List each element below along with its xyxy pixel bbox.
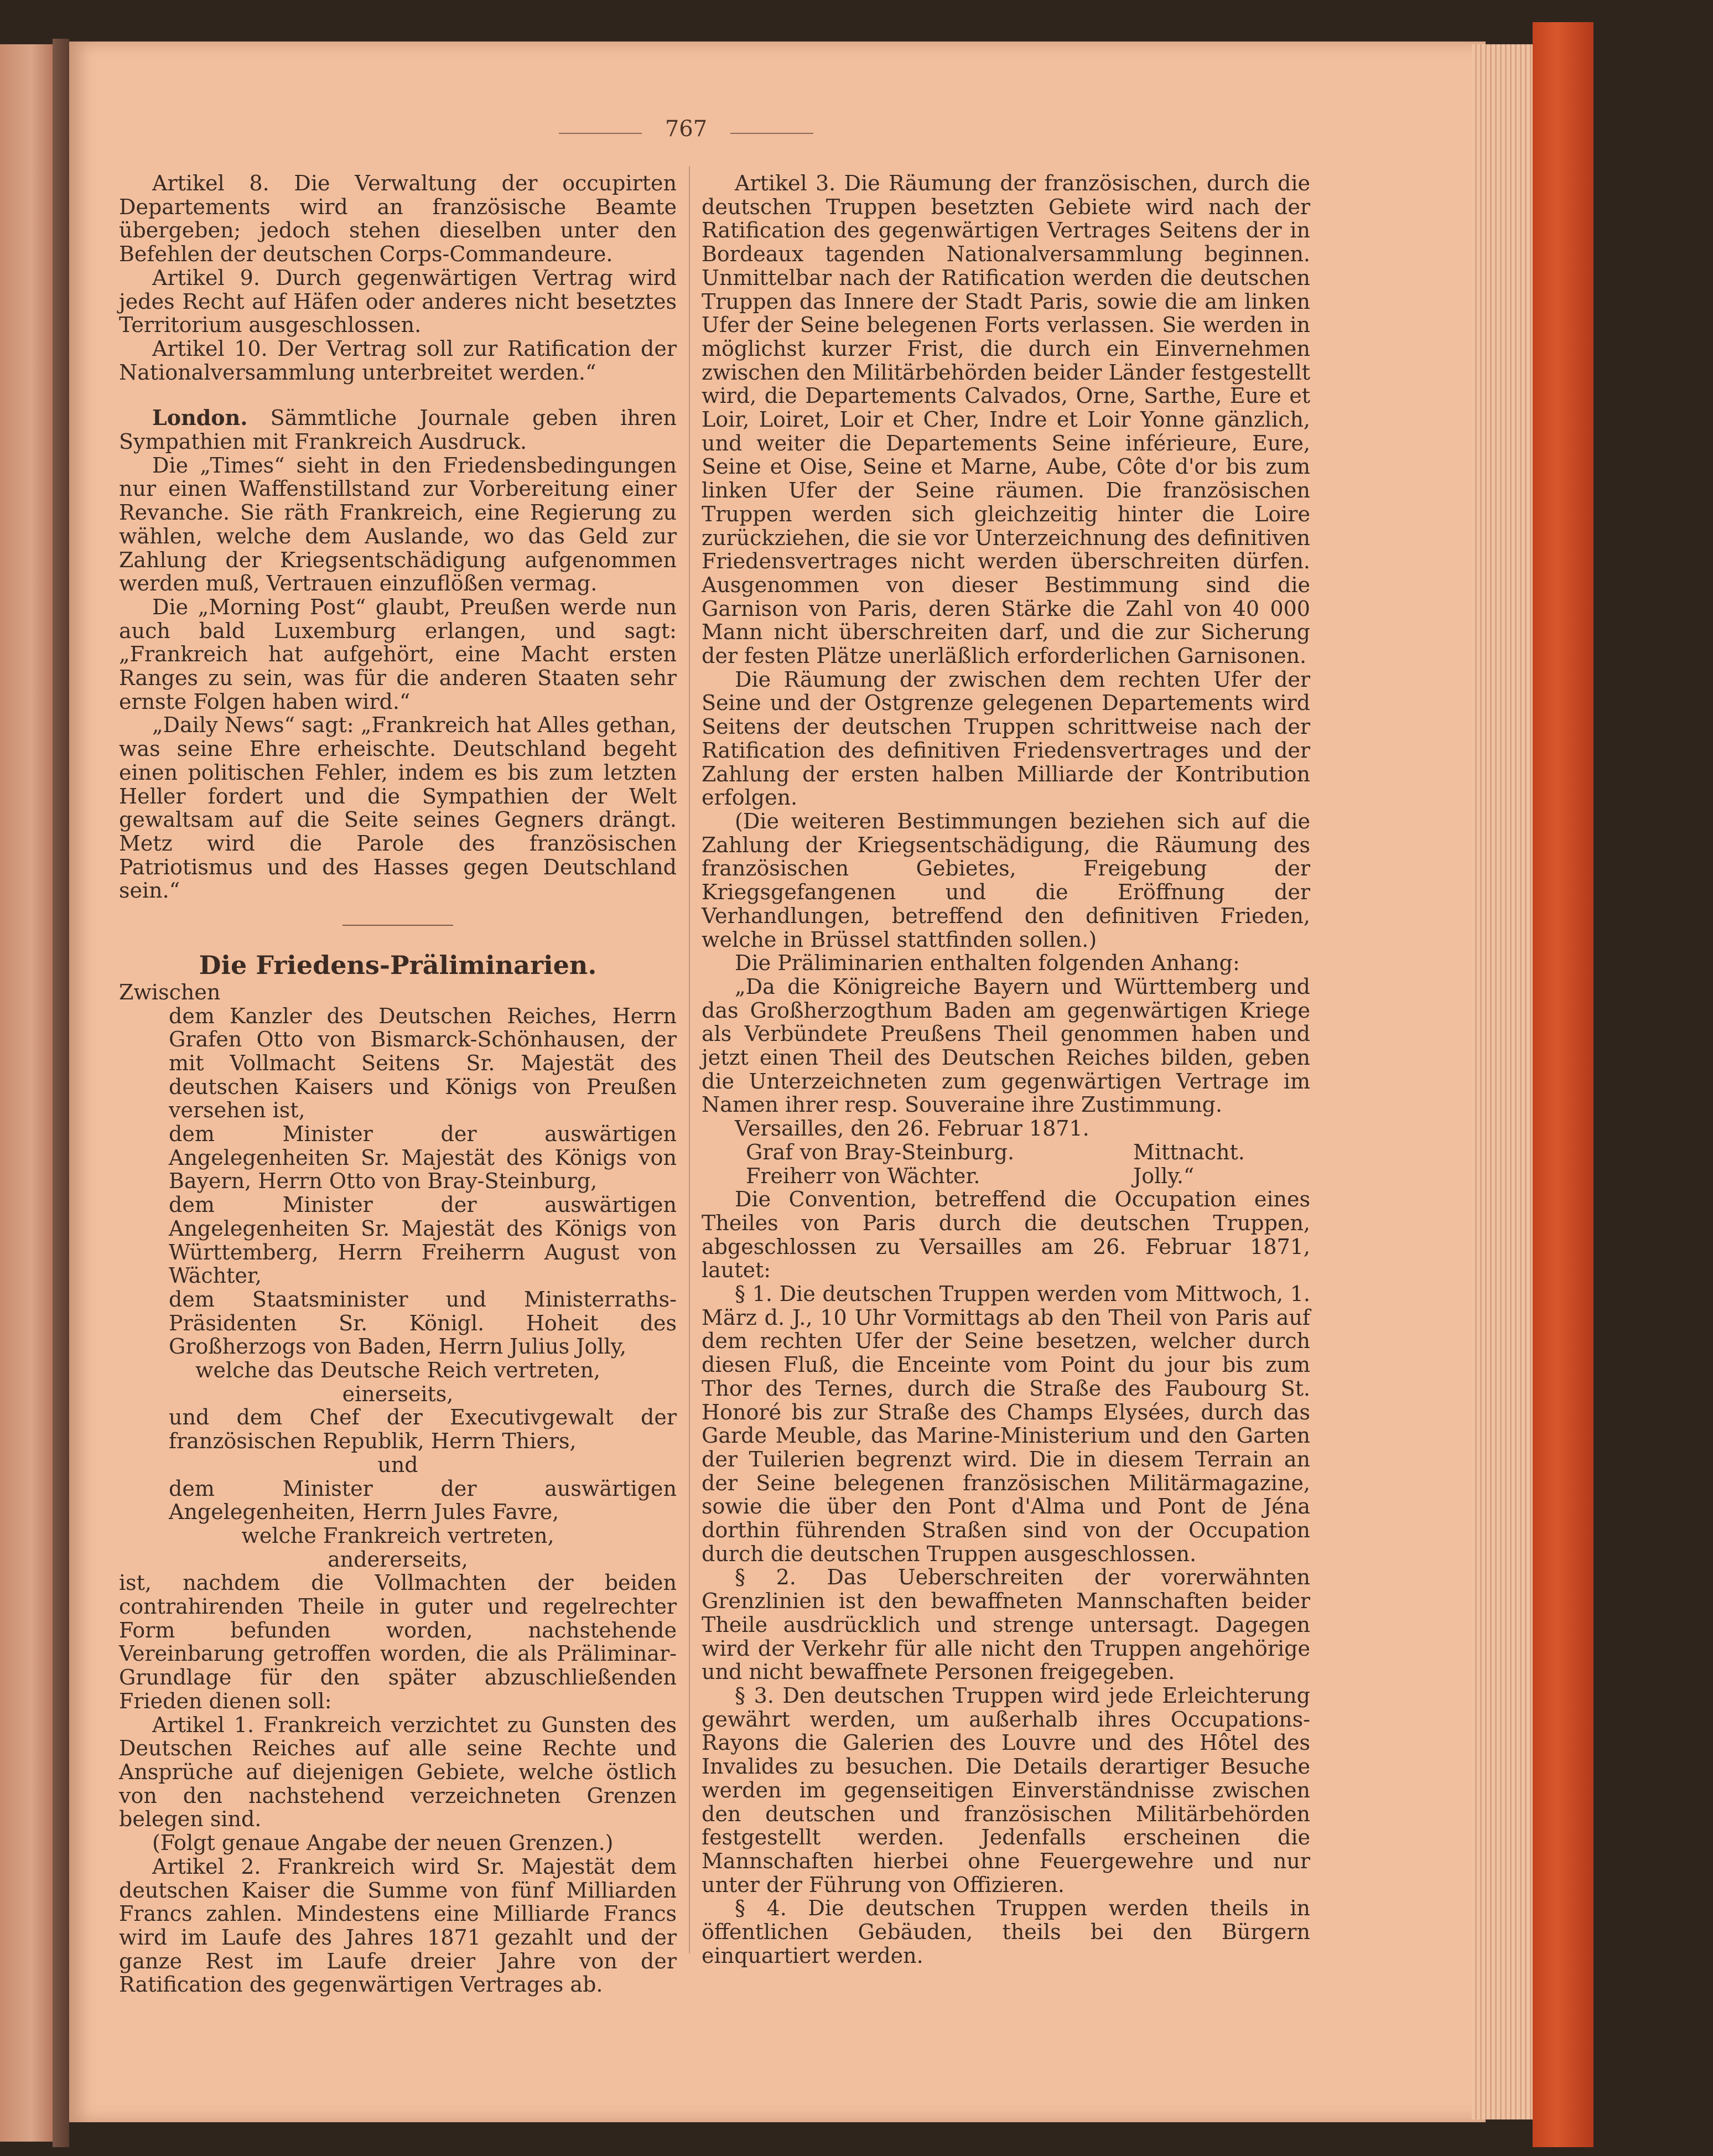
daily-news-paragraph: „Daily News“ sagt: „Frankreich hat Alles gethan, was seine Ehre erheischte. Deutschland begeht einen politischen Fehler, indem es bis zum letzten Heller fordert und die Sympathien der Welt gewaltsam auf die Seite seines Gegners drängt. Metz wird die Parole des französischen Patriotismus und des Hasses gegen Deutschland sein.“	[119, 713, 677, 903]
anhang-intro: Die Präliminarien enthalten folgenden Anhang:	[735, 951, 1240, 976]
party-favre: dem Minister der auswärtigen Angelegenheiten, Herrn Jules Favre,	[169, 1476, 677, 1525]
section-3: § 3. Den deutschen Truppen wird jede Erleichterung gewährt werden, um außerhalb ihres Occupations-Rayons die Galerien des Louvre und des Hôtel des Invalides zu besuchen. Die Details derartiger Besuche werden im gegenseitigen Einverständnisse zwischen den deutschen und französischen Militärbehörden festgestellt werden. Jedenfalls erscheinen die Mannschaften hierbei ohne Feuergewehre und nur unter der Führung von Offizieren.	[702, 1683, 1310, 1897]
und-line: und	[377, 1452, 418, 1477]
column-divider	[689, 166, 690, 1953]
signature-jolly: Jolly.“	[1133, 1163, 1195, 1188]
frankreich-line: welche Frankreich vertreten,	[241, 1523, 554, 1548]
einerseits-line: einerseits,	[342, 1381, 454, 1406]
london-text: Sämmtliche Journale geben ihren Sympathien mit Frankreich Ausdruck.	[119, 406, 677, 454]
convention-intro: Die Convention, betreffend die Occupation eines Theiles von Paris durch die deutschen Truppen, abgeschlossen zu Versailles am 26. Februar 1871, lautet:	[702, 1187, 1310, 1283]
place-date: Versailles, den 26. Februar 1871.	[735, 1116, 1089, 1141]
section-4: § 4. Die deutschen Truppen werden theils in öffentlichen Gebäuden, theils bei den Bürgern einquartiert werden.	[702, 1896, 1310, 1968]
party-bray: dem Minister der auswärtigen Angelegenheiten Sr. Majestät des Königs von Bayern, Herrn Otto von Bray-Steinburg,	[169, 1122, 677, 1194]
morning-post-paragraph: Die „Morning Post“ glaubt, Preußen werde nun auch bald Luxemburg erlangen, und sagt: „Frankreich hat aufgehört, eine Macht ersten Ranges zu sein, was für die anderen Staaten sehr ernste Folgen haben wird.“	[119, 594, 677, 714]
article-2: Artikel 2. Frankreich wird Sr. Majestät dem deutschen Kaiser die Summe von fünf Milliarden Francs zahlen. Mindestens eine Milliarde Francs wird im Laufe des Jahres 1871 gezahlt und der ganze Rest im Laufe dreier Jahre von der Ratification des gegenwärtigen Vertrages ab.	[119, 1854, 677, 1997]
party-thiers: und dem Chef der Executivgewalt der französischen Republik, Herrn Thiers,	[169, 1405, 677, 1454]
left-column	[119, 172, 677, 1997]
raeumung-paragraph: Die Räumung der zwischen dem rechten Ufer der Seine und der Ostgrenze gelegenen Departements wird Seitens der deutschen Truppen schrittweise nach der Ratification des definitiven Friedensvertrages und der Zahlung der ersten halben Milliarde der Kontribution erfolgen.	[702, 667, 1310, 810]
section-title: Die Friedens-Präliminarien.	[199, 950, 597, 981]
previous-page-edge	[0, 44, 53, 2142]
page-number: 767	[620, 116, 752, 149]
section-rule	[342, 925, 453, 926]
anhang-text: „Da die Königreiche Bayern und Württemberg und das Großherzogthum Baden am gegenwärtigen Kriege als Verbündete Preußens Theil genommen haben und jetzt einen Theil des Deutschen Reiches bilden, geben die Unterzeichneten zum gegenwärtigen Vertrage im Namen ihrer resp. Souveraine ihre Zustimmung.	[702, 974, 1310, 1117]
times-paragraph: Die „Times“ sieht in den Friedensbedingungen nur einen Waffenstillstand zur Vorbereitung einer Revanche. Sie räth Frankreich, eine Regierung zu wählen, welche dem Auslande, wo das Geld zur Zahlung der Kriegsentschädigung aufgenommen werden muß, Vertrauen einzuflößen vermag.	[119, 453, 677, 596]
weitere-paragraph: (Die weiteren Bestimmungen beziehen sich auf die Zahlung der Kriegsentschädigung, die Räumung des französischen Gebietes, Freigebung der Kriegsgefangenen und die Eröffnung der Verhandlungen, betreffend den definitiven Frieden, welche in Brüssel stattfinden sollen.)	[702, 808, 1310, 952]
article-1: Artikel 1. Frankreich verzichtet zu Gunsten des Deutschen Reiches auf alle seine Rechte und Ansprüche auf diejenigen Gebiete, welche östlich von den nachstehend verzeichneten Grenzen belegen sind.	[119, 1712, 677, 1832]
article-9: Artikel 9. Durch gegenwärtigen Vertrag wird jedes Recht auf Häfen oder anderes nicht besetztes Territorium ausgeschlossen.	[119, 265, 677, 338]
london-paragraph	[119, 406, 677, 453]
book-gutter	[53, 39, 69, 2147]
agreement-paragraph: ist, nachdem die Vollmachten der beiden contrahirenden Theile in guter und regelrechter Form befunden worden, nachstehende Vereinbarung getroffen worden, die als Präliminar-Grundlage für den später abzuschließenden Frieden dienen soll:	[119, 1571, 677, 1713]
zwischen: Zwischen	[119, 979, 221, 1004]
page-stack-edge	[1472, 44, 1533, 2119]
section-2: § 2. Das Ueberschreiten der vorerwähnten Grenzlinien ist den bewaffneten Mannschaften beider Theile ausdrücklich und strenge untersagt. Dagegen wird der Verkehr für alle nicht den Truppen angehörige und nicht bewaffnete Personen freigegeben.	[702, 1565, 1310, 1685]
andererseits-line: andererseits,	[328, 1547, 468, 1572]
signature-mittnacht: Mittnacht.	[1133, 1139, 1245, 1164]
reich-line: welche das Deutsche Reich vertreten,	[195, 1358, 601, 1383]
party-waechter: dem Minister der auswärtigen Angelegenheiten Sr. Majestät des Königs von Württemberg, Herrn Freiherrn August von Wächter,	[169, 1193, 677, 1288]
article-10: Artikel 10. Der Vertrag soll zur Ratification der Nationalversammlung unterbreitet werden.“	[119, 336, 677, 385]
spacer	[119, 384, 677, 406]
party-jolly: dem Staatsminister und Ministerraths-Präsidenten Sr. Königl. Hoheit des Großherzogs von Baden, Herrn Julius Jolly,	[169, 1287, 677, 1359]
article-3: Artikel 3. Die Räumung der französischen, durch die deutschen Truppen besetzten Gebiete wird nach der Ratification des gegenwärtigen Vertrages Seitens der in Bordeaux tagenden Nationalversammlung beginnen. Unmittelbar nach der Ratification werden die deutschen Truppen das Innere der Stadt Paris, sowie die am linken Ufer der Seine belegenen Forts verlassen. Sie werden in möglichst kurzer Frist, die durch ein Einvernehmen zwischen den Militärbehörden beider Länder festgestellt wird, die Departements Calvados, Orne, Sarthe, Eure et Loir, Loiret, Loir et Cher, Indre et Loir Yonne gänzlich, und weiter die Departements Seine inférieure, Eure, Seine et Oise, Seine et Marne, Aube, Côte d'or bis zum linken Ufer der Seine räumen. Die französischen Truppen werden sich gleichzeitig hinter die Loire zurückziehen, die sie vor Unterzeichnung des definitiven Friedensvertrages nicht werden überschreiten dürfen. Ausgenommen von dieser Bestimmung sind die Garnison von Paris, deren Stärke die Zahl von 40 000 Mann nicht überschreiten darf, und die zur Sicherung der festen Plätze unerläßlich erforderlichen Garnisonen.	[702, 171, 1310, 668]
article-1-note: (Folgt genaue Angabe der neuen Grenzen.)	[152, 1831, 614, 1856]
london-heading: London.	[152, 405, 248, 431]
article-8: Artikel 8. Die Verwaltung der occupirten Departements wird an französische Beamte übergeben; jedoch stehen dieselben unter den Befehlen der deutschen Corps-Commandeure.	[119, 171, 677, 267]
signatures	[702, 1141, 1310, 1188]
section-1: § 1. Die deutschen Truppen werden vom Mittwoch, 1. März d. J., 10 Uhr Vormittags ab den Theil von Paris auf dem rechten Ufer der Seine besetzen, welcher durch diesen Fluß, die Enceinte vom Point du jour bis zum Thor des Ternes, durch die Straße des Faubourg St. Honoré bis zur Straße des Champs Elysées, durch das Garde Meuble, das Marine-Ministerium und den Garten der Tuilerien begrenzt wird. Die in diesem Terrain an der Seine belegenen französischen Militärmagazine, sowie die über den Pont d'Alma und Pont de Jéna dorthin führenden Straßen sind von der Occupation durch die deutschen Truppen ausgeschlossen.	[702, 1282, 1310, 1566]
signature-waechter: Freiherr von Wächter.	[746, 1163, 980, 1188]
book-cover-edge	[1533, 22, 1593, 2147]
party-bismarck: dem Kanzler des Deutschen Reiches, Herrn Grafen Otto von Bismarck-Schönhausen, der mit Vollmacht Seitens Sr. Majestät des deutschen Kaisers und Königs von Preußen versehen ist,	[169, 1003, 677, 1123]
right-column	[702, 172, 1310, 1967]
signature-bray: Graf von Bray-Steinburg.	[746, 1139, 1015, 1164]
